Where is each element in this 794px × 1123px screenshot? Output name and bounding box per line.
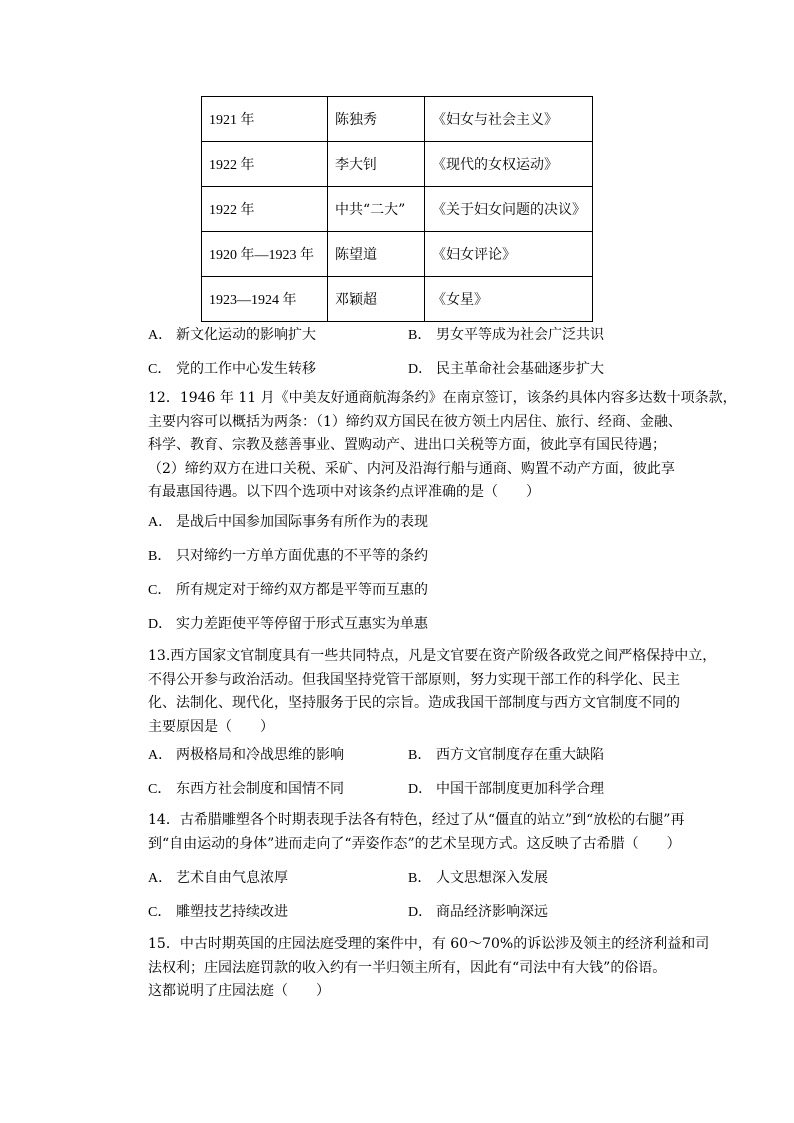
option-text: 艺术自由气息浓厚	[176, 870, 288, 886]
option-text: 商品经济影响深远	[436, 904, 548, 920]
q14-option-a[interactable]	[148, 867, 288, 887]
option-text: 男女平等成为社会广泛共识	[436, 327, 604, 343]
work-cell: 《妇女与社会主义》	[425, 97, 593, 142]
option-letter: D．	[408, 905, 433, 920]
work-cell: 《妇女评论》	[425, 232, 593, 277]
question-13-stem	[148, 645, 717, 739]
option-text: 人文思想深入发展	[436, 870, 548, 886]
option-letter: B．	[408, 328, 432, 343]
option-text: 实力差距使平等停留于形式互惠实为单惠	[176, 616, 428, 632]
option-text: 党的工作中心发生转移	[176, 361, 316, 377]
q14-option-d[interactable]	[408, 901, 548, 921]
option-letter: C．	[148, 905, 172, 920]
question-15-stem	[148, 933, 710, 1004]
option-letter: C．	[148, 583, 172, 598]
q12-option-b[interactable]	[148, 545, 428, 565]
option-letter: C．	[148, 782, 172, 797]
q12-option-d[interactable]	[148, 613, 428, 633]
q12-option-c[interactable]	[148, 579, 428, 599]
stem-line: 不得公开参与政治活动。但我国坚持党管干部原则，努力实现干部工作的科学化、民主	[148, 671, 680, 688]
option-letter: A．	[148, 748, 173, 763]
stem-line: 有最惠国待遇。以下四个选项中对该条约点评准确的是（ ）	[148, 484, 540, 500]
option-text: 雕塑技艺持续改进	[176, 904, 288, 920]
q12-option-a[interactable]	[148, 511, 428, 531]
stem-line: 主要内容可以概括为两条：（1）缔约双方国民在彼方领土内居住、旅行、经商、金融、	[148, 413, 682, 430]
option-text: 是战后中国参加国际事务有所作为的表现	[176, 514, 428, 530]
q13-option-a[interactable]	[148, 744, 344, 764]
option-text: 东西方社会制度和国情不同	[176, 781, 344, 797]
option-letter: D．	[408, 362, 433, 377]
q11-option-d[interactable]	[408, 358, 604, 378]
option-text: 只对缔约一方单方面优惠的不平等的条约	[176, 548, 428, 564]
option-letter: C．	[148, 362, 172, 377]
q11-option-a[interactable]	[148, 324, 316, 344]
q11-option-b[interactable]	[408, 324, 604, 344]
option-letter: B．	[408, 748, 432, 763]
author-cell: 陈独秀	[328, 97, 425, 142]
table-row	[202, 232, 593, 277]
option-letter: A．	[148, 328, 173, 343]
works-table	[201, 96, 593, 322]
author-cell: 邓颖超	[328, 277, 425, 322]
table-row	[202, 187, 593, 232]
q14-option-c[interactable]	[148, 901, 288, 921]
year-cell: 1922 年	[202, 187, 328, 232]
option-letter: A．	[148, 515, 173, 530]
option-text: 所有规定对于缔约双方都是平等而互惠的	[176, 582, 428, 598]
table-row	[202, 142, 593, 187]
option-text: 新文化运动的影响扩大	[176, 327, 316, 343]
q13-option-b[interactable]	[408, 744, 604, 764]
q14-option-b[interactable]	[408, 867, 548, 887]
option-letter: D．	[148, 617, 173, 632]
stem-line: 13.西方国家文官制度具有一些共同特点，凡是文官要在资产阶级各政党之间严格保持中立，	[148, 648, 717, 664]
stem-line: （2）缔约双方在进口关税、采矿、内河及沿海行船与通商、购置不动产方面，彼此享	[148, 460, 675, 477]
work-cell: 《现代的女权运动》	[425, 142, 593, 187]
author-cell: 中共“二大”	[328, 187, 425, 232]
stem-line: 主要原因是（ ）	[148, 718, 274, 735]
option-letter: D．	[408, 782, 433, 797]
author-cell: 陈望道	[328, 232, 425, 277]
stem-line: 这都说明了庄园法庭（ ）	[148, 983, 330, 999]
stem-line: 14．古希腊雕塑各个时期表现手法各有特色，经过了从“僵直的站立”到“放松的右腿”再	[148, 812, 685, 828]
year-cell: 1920 年—1923 年	[202, 232, 328, 277]
option-text: 中国干部制度更加科学合理	[436, 781, 604, 797]
table-row	[202, 97, 593, 142]
option-letter: B．	[408, 871, 432, 886]
question-14-stem	[148, 809, 688, 856]
q13-option-d[interactable]	[408, 778, 604, 798]
year-cell: 1922 年	[202, 142, 328, 187]
year-cell: 1923—1924 年	[202, 277, 328, 322]
stem-line: 15．中古时期英国的庄园法庭受理的案件中，有 60～70%的诉讼涉及领主的经济利益和司	[148, 936, 710, 952]
work-cell: 《关于妇女问题的决议》	[425, 187, 593, 232]
table-row	[202, 277, 593, 322]
stem-line: 科学、教育、宗教及慈善事业、置购动产、进出口关税等方面，彼此享有国民待遇；	[148, 437, 666, 453]
option-text: 西方文官制度存在重大缺陷	[436, 747, 604, 763]
stem-line: 12．1946 年 11 月《中美友好通商航海条约》在南京签订，该条约具体内容多达数十项条款，	[148, 390, 737, 406]
stem-line: 到“自由运动的身体”进而走向了“弄姿作态”的艺术呈现方式。这反映了古希腊（ ）	[148, 835, 681, 852]
author-cell: 李大钊	[328, 142, 425, 187]
q13-option-c[interactable]	[148, 778, 344, 798]
option-text: 民主革命社会基础逐步扩大	[436, 361, 604, 377]
option-letter: B．	[148, 549, 172, 564]
question-12-stem	[148, 387, 737, 505]
year-cell: 1921 年	[202, 97, 328, 142]
stem-line: 法权利；庄园法庭罚款的收入约有一半归领主所有，因此有“司法中有大钱”的俗语。	[148, 959, 667, 976]
option-text: 两极格局和冷战思维的影响	[176, 747, 344, 763]
option-letter: A．	[148, 871, 173, 886]
stem-line: 化、法制化、现代化，坚持服务于民的宗旨。造成我国干部制度与西方文官制度不同的	[148, 695, 680, 711]
q11-option-c[interactable]	[148, 358, 316, 378]
work-cell: 《女星》	[425, 277, 593, 322]
